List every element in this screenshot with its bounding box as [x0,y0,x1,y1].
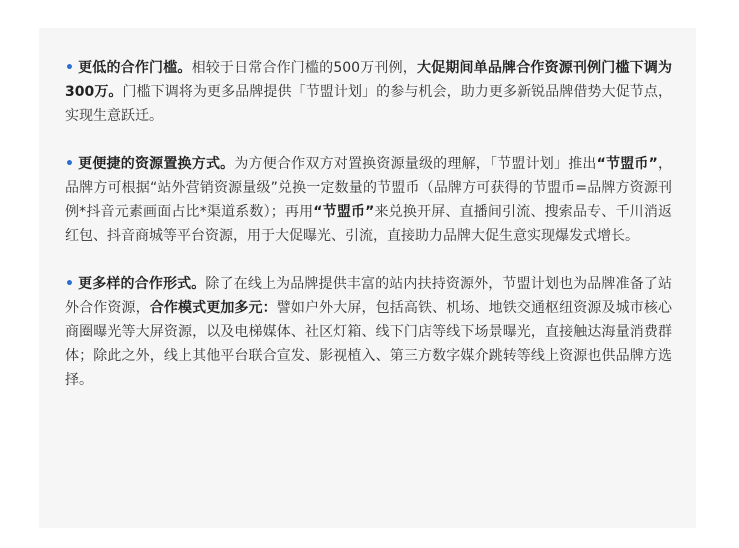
bold-run: “节盟币” [596,156,658,172]
text-run: 来兑换开屏、直播间引流、搜索品专、千川消返红包、抖音商城等平台资源，用于大促曝光、引流，直接助力品牌大促生意实现爆发式增长。 [65,204,672,244]
text-run: 相较于日常合作门槛的500万刊例， [191,60,417,76]
text-run: ，品牌方可根据“站外营销资源量级”兑换一定数量的节盟币（品牌方可获得的节盟币=品牌方资源刊例*抖音元素画面占比*渠道系数）；再用 [65,156,673,220]
bold-run: 大促期间单品牌合作资源刊例门槛下调为300万。 [65,60,672,100]
text-run: 譬如户外大屏，包括高铁、机场、地铁交通枢纽资源及城市核心商圈曝光等大屏资源，以及电梯媒体、社区灯箱、线下门店等线下场景曝光，直接触达海量消费群体；除此之外，线上其他平台联合宣发、影视植入、第三方数字媒介跳转等线上资源也供品牌方选择。 [65,300,673,388]
heading-cooperation-forms: 更多样的合作形式。 [77,276,206,292]
article-card [39,28,696,528]
paragraph-resource-exchange [65,152,672,248]
bold-run: “节盟币” [313,204,375,220]
paragraph-cooperation-forms [65,272,672,392]
heading-resource-exchange: 更便捷的资源置换方式。 [77,156,235,172]
text-run: 为方便合作双方对置换资源量级的理解，「节盟计划」推出 [234,156,597,172]
paragraph-lower-threshold [65,56,672,128]
bold-run: 合作模式更加多元： [149,300,277,316]
text-run: 除了在线上为品牌提供丰富的站内扶持资源外，节盟计划也为品牌准备了站外合作资源， [65,276,673,316]
bullet-icon: • [65,276,74,292]
text-run: 门槛下调将为更多品牌提供「节盟计划」的参与机会，助力更多新锐品牌借势大促节点，实现生意跃迁。 [65,84,672,124]
bullet-icon: • [65,156,74,172]
heading-lower-threshold: 更低的合作门槛。 [77,60,192,76]
bullet-icon: • [65,60,74,76]
